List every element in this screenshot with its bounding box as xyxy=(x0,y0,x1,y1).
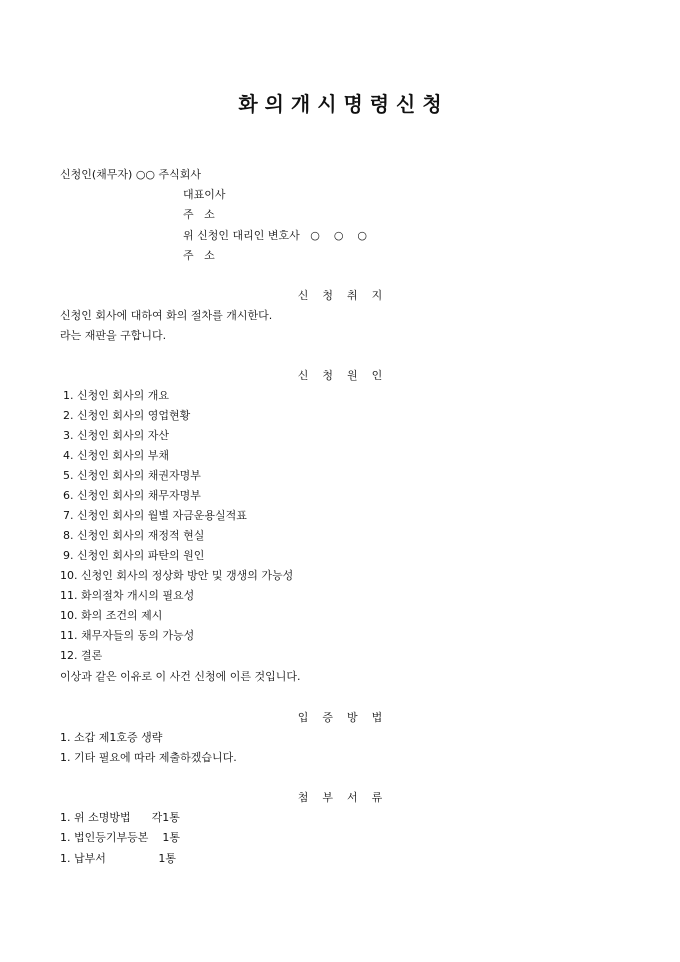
attachment-line: 1. 위 소명방법 각1통 xyxy=(60,811,180,824)
evidence-line: 1. 기타 필요에 따라 제출하겠습니다. xyxy=(60,751,237,764)
address-line-2: 주 소 xyxy=(183,249,215,262)
attachment-line: 1. 납부서 1통 xyxy=(60,852,176,865)
cause-item: 11. 화의절차 개시의 필요성 xyxy=(60,589,195,602)
cause-item: 10. 화의 조건의 제시 xyxy=(60,609,163,622)
evidence-line: 1. 소갑 제1호증 생략 xyxy=(60,731,163,744)
cause-item: 10. 신청인 회사의 정상화 방안 및 갱생의 가능성 xyxy=(60,569,294,582)
cause-item: 5. 신청인 회사의 채권자명부 xyxy=(63,469,201,482)
evidence-heading: 입 증 방 법 xyxy=(297,711,383,724)
cause-item: 1. 신청인 회사의 개요 xyxy=(63,389,169,402)
cause-item: 12. 결론 xyxy=(60,649,103,662)
purpose-heading: 신 청 취 지 xyxy=(297,289,383,302)
attachment-line: 1. 법인등기부등본 1통 xyxy=(60,831,180,844)
cause-item: 7. 신청인 회사의 월별 자금운용실적표 xyxy=(63,509,247,522)
cause-item: 8. 신청인 회사의 재정적 현실 xyxy=(63,529,205,542)
cause-item: 4. 신청인 회사의 부채 xyxy=(63,449,169,462)
purpose-line: 라는 재판을 구합니다. xyxy=(60,329,167,342)
representative-line: 대표이사 xyxy=(183,188,226,201)
cause-item: 9. 신청인 회사의 파탄의 원인 xyxy=(63,549,205,562)
cause-item: 3. 신청인 회사의 자산 xyxy=(63,429,169,442)
cause-item: 6. 신청인 회사의 채무자명부 xyxy=(63,489,201,502)
applicant-line: 신청인(채무자) ○○ 주식회사 xyxy=(60,168,202,181)
cause-closing: 이상과 같은 이유로 이 사건 신청에 이른 것입니다. xyxy=(60,670,301,683)
document-title: 화 의 개 시 명 령 신 청 xyxy=(238,92,442,116)
address-line-1: 주 소 xyxy=(183,208,215,221)
attachments-heading: 첨 부 서 류 xyxy=(297,791,383,804)
cause-item: 2. 신청인 회사의 영업현황 xyxy=(63,409,191,422)
purpose-line: 신청인 회사에 대하여 화의 절차를 개시한다. xyxy=(60,309,273,322)
cause-heading: 신 청 원 인 xyxy=(297,369,383,382)
agent-line: 위 신청인 대리인 변호사 ○ ○ ○ xyxy=(183,229,368,242)
cause-item: 11. 채무자들의 동의 가능성 xyxy=(60,629,195,642)
